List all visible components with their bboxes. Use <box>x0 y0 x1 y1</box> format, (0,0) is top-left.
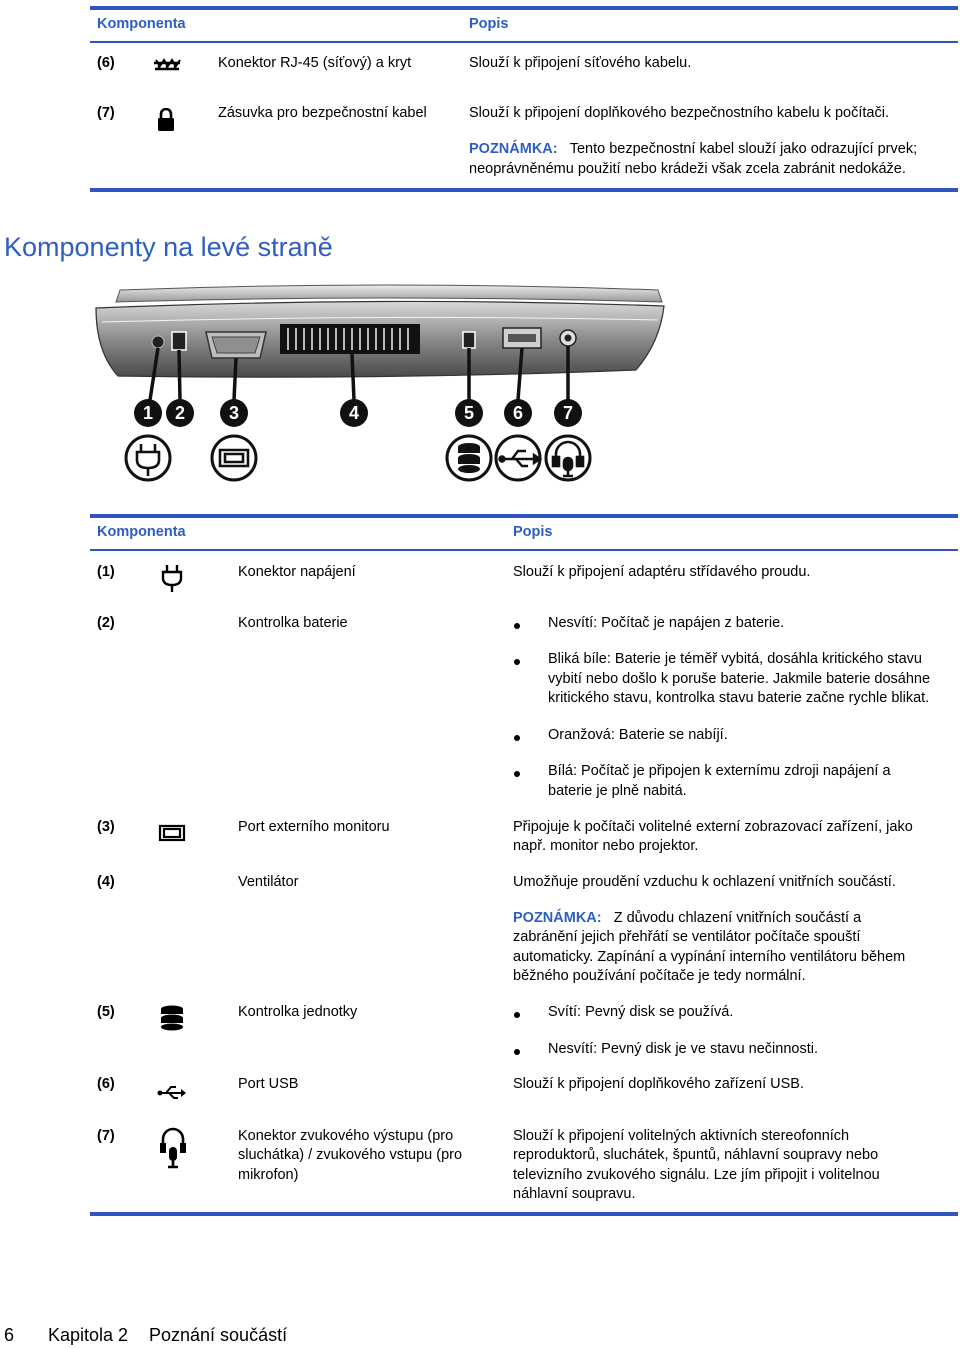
component-name: Konektor RJ-45 (síťový) a kryt <box>218 55 412 71</box>
bullet <box>514 735 520 741</box>
table1-header-component: Komponenta <box>97 16 186 32</box>
table1-bottom-rule <box>90 188 958 192</box>
drive-icon <box>159 1005 185 1031</box>
bullet <box>514 1049 520 1055</box>
component-description: televizního zvukového signálu. Lze jím připojit i volitelnou <box>513 1167 880 1183</box>
table1-header-description: Popis <box>469 16 509 32</box>
bullet <box>514 659 520 665</box>
component-name: Konektor napájení <box>238 564 356 580</box>
callout-label: 6 <box>512 403 524 423</box>
table2-header-component: Komponenta <box>97 524 186 540</box>
callout-label: 1 <box>142 403 154 423</box>
bullet-text: Svítí: Pevný disk se používá. <box>548 1004 734 1020</box>
component-name: Konektor zvukového výstupu (pro <box>238 1128 454 1144</box>
note <box>469 140 917 160</box>
callout-label: 7 <box>562 403 574 423</box>
chapter-title: Poznání součástí <box>149 1325 288 1345</box>
row-number: (5) <box>97 1004 115 1020</box>
component-name: sluchátka) / zvukového vstupu (pro <box>238 1147 463 1163</box>
component-description: Umožňuje proudění vzduchu k ochlazení vnitřních součástí. <box>513 874 896 890</box>
note-text: neoprávněnému použití nebo krádeži však zcela zabránit nedokáže. <box>469 161 906 177</box>
note-text: Z důvodu chlazení vnitřních součástí a <box>613 910 862 926</box>
network-icon <box>152 58 182 74</box>
table1-top-rule <box>90 6 958 10</box>
component-description: Slouží k připojení doplňkového bezpečnostního kabelu k počítači. <box>469 105 889 121</box>
headset-icon <box>160 1127 186 1169</box>
component-description: reproduktorů, sluchátek, špuntů, náhlavní soupravy nebo <box>513 1147 879 1163</box>
component-name: Kontrolka jednotky <box>238 1004 358 1020</box>
bullet <box>514 1012 520 1018</box>
lock-icon <box>156 108 176 132</box>
component-description: náhlavní soupravu. <box>513 1186 636 1202</box>
row-number: (6) <box>97 1076 115 1092</box>
monitor-port-icon <box>158 824 186 842</box>
usb-icon <box>157 1085 187 1101</box>
component-description: Slouží k připojení doplňkového zařízení USB. <box>513 1076 804 1092</box>
bullet-text: kritického stavu, kontrolka stavu baterie začne rychle blikat. <box>548 690 930 706</box>
bullet-text: Bliká bíle: Baterie je téměř vybitá, dosáhla kritického stavu <box>548 651 922 667</box>
note-text: Tento bezpečnostní kabel slouží jako odrazující prvek; <box>569 141 918 157</box>
component-name: Zásuvka pro bezpečnostní kabel <box>218 105 427 121</box>
component-description: Připojuje k počítači volitelné externí zobrazovací zařízení, jako <box>513 819 913 835</box>
component-name: Port USB <box>238 1076 299 1092</box>
bullet-text: baterie je plně nabitá. <box>548 783 687 799</box>
bullet-text: Nesvítí: Počítač je napájen z baterie. <box>548 615 785 631</box>
component-description: Slouží k připojení adaptéru střídavého proudu. <box>513 564 811 580</box>
component-name: Port externího monitoru <box>238 819 390 835</box>
note-text: běžného používání počítače je tedy normální. <box>513 968 806 984</box>
row-number: (6) <box>97 55 115 71</box>
bullet <box>514 771 520 777</box>
note-text: automaticky. Zapínání a vypínání interního ventilátoru během <box>513 949 906 965</box>
callout-label: 5 <box>463 403 475 423</box>
power-plug-icon <box>160 563 184 593</box>
laptop-left-side-illustration <box>88 282 678 492</box>
chapter-label: Kapitola 2 <box>48 1325 129 1345</box>
row-number: (1) <box>97 564 115 580</box>
page-number: 6 <box>4 1325 15 1345</box>
component-description: Slouží k připojení volitelných aktivních stereofonních <box>513 1128 850 1144</box>
row-number: (3) <box>97 819 115 835</box>
note-label: POZNÁMKA: <box>469 141 558 157</box>
note-text: zabránění jejich přehřátí se ventilátor počítače spouští <box>513 929 861 945</box>
component-name: Kontrolka baterie <box>238 615 348 631</box>
section-title: Komponenty na levé straně <box>4 232 333 262</box>
row-number: (2) <box>97 615 115 631</box>
table1-header-rule <box>90 41 958 43</box>
component-description: Slouží k připojení síťového kabelu. <box>469 55 692 71</box>
table2-top-rule <box>90 514 958 518</box>
bullet-text: Nesvítí: Pevný disk je ve stavu nečinnosti. <box>548 1041 818 1057</box>
callout-label: 2 <box>174 403 186 423</box>
callout-label: 3 <box>228 403 240 423</box>
bullet <box>514 623 520 629</box>
row-number: (7) <box>97 1128 115 1144</box>
bullet-text: Oranžová: Baterie se nabíjí. <box>548 727 728 743</box>
table2-header-description: Popis <box>513 524 553 540</box>
row-number: (4) <box>97 874 115 890</box>
bullet-text: Bílá: Počítač je připojen k externímu zdroji napájení a <box>548 763 891 779</box>
callout-label: 4 <box>348 403 360 423</box>
bullet-text: vybití nebo došlo k poruše baterie. Jakmile baterie dosáhne <box>548 671 931 687</box>
component-name: mikrofon) <box>238 1167 299 1183</box>
table2-bottom-rule <box>90 1212 958 1216</box>
row-number: (7) <box>97 105 115 121</box>
component-name: Ventilátor <box>238 874 299 890</box>
note <box>513 909 861 929</box>
note-label: POZNÁMKA: <box>513 910 602 926</box>
component-description: např. monitor nebo projektor. <box>513 838 699 854</box>
table2-header-rule <box>90 549 958 551</box>
